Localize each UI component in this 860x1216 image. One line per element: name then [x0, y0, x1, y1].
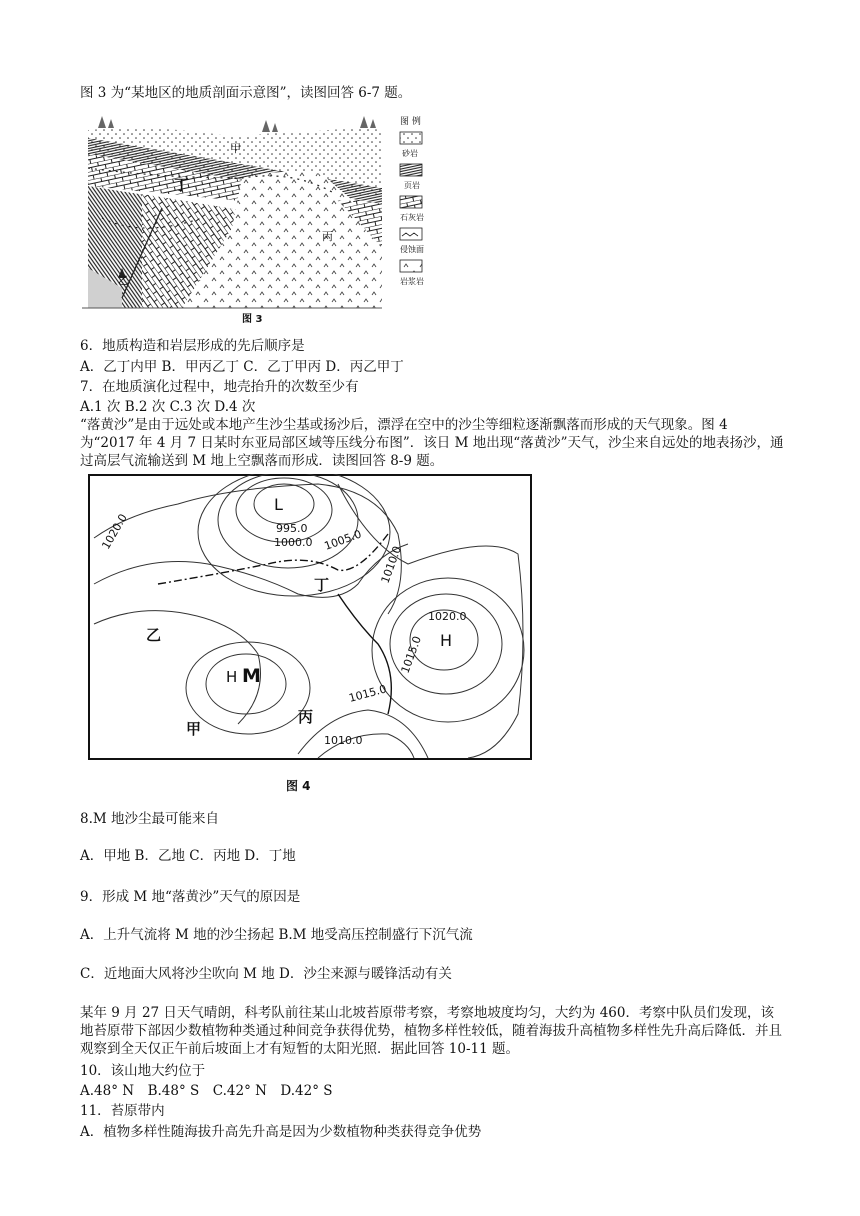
q8-stem: 8.M 地沙尘最可能来自 [80, 811, 219, 827]
q8-options: A．甲地 B．乙地 C．丙地 D．丁地 [80, 848, 296, 864]
isobar-1020-east: 1020.0 [428, 610, 467, 623]
isobar-1015-south: 1015.0 [347, 682, 388, 705]
q6-stem: 6．地质构造和岩层形成的先后顺序是 [80, 338, 305, 354]
label-ding: 丁 [174, 176, 190, 194]
q9-options-ab: A．上升气流将 M 地的沙尘扬起 B.M 地受高压控制盛行下沉气流 [80, 927, 473, 943]
isobar-1010-north: 1010.0 [378, 544, 404, 586]
isobar-995: 995.0 [276, 522, 308, 535]
legend-sandstone: 砂岩 [402, 149, 418, 158]
isobar-1000: 1000.0 [274, 536, 313, 549]
legend-title: 图 例 [400, 117, 421, 127]
high-center-east-label: H [440, 631, 453, 650]
high-center-m-label: H [226, 668, 238, 686]
q9-options-cd: C．近地面大风将沙尘吹向 M 地 D．沙尘来源与暖锋活动有关 [80, 966, 452, 982]
figure-3-caption: 图 3 [242, 314, 263, 325]
legend-magma: 岩浆岩 [400, 277, 424, 286]
q7-stem: 7．在地质演化过程中，地壳抬升的次数至少有 [80, 379, 359, 395]
place-jia: 甲 [186, 720, 202, 738]
legend-shale: 页岩 [404, 181, 420, 190]
place-ding: 丁 [314, 576, 330, 594]
figure-4-caption: 图 4 [286, 779, 311, 792]
m-location-label: M [242, 665, 261, 687]
q7-options: A.1 次 B.2 次 C.3 次 D.4 次 [80, 399, 256, 415]
q6-options: A．乙丁内甲 B．甲丙乙丁 C．乙丁甲丙 D．丙乙甲丁 [80, 359, 404, 375]
label-jia: 甲 [230, 142, 241, 155]
isobar-1005: 1005.0 [322, 527, 364, 553]
q11-stem: 11．苔原带内 [80, 1103, 165, 1119]
label-yi: 乙 [118, 274, 129, 287]
legend-limestone: 石灰岩 [400, 213, 424, 222]
passage-moss: 某年 9 月 27 日天气晴朗，科考队前往某山北坡苔原带考察，考察地坡度均匀，大约为 460．考察中队员们发现，该地苔原带下部因少数植物种类通过种间竞争获得优势，植物多样性较低，随着海拔升高植物多样性先升高后降低．并且观察到全天仅正午前后坡面上才有短暂的太阳光照．据此回答 10-11 题。 [80, 1005, 782, 1057]
q11-option-a: A．植物多样性随海拔升高先升高是因为少数植物种类获得竞争优势 [80, 1124, 482, 1140]
q9-stem: 9．形成 M 地“落黄沙”天气的原因是 [80, 889, 301, 905]
figure-3-geologic-section [82, 108, 437, 328]
label-bing: 丙 [322, 230, 333, 243]
isobar-1015-east: 1015.0 [398, 634, 424, 676]
low-center-label: L [274, 495, 283, 514]
place-bing: 丙 [298, 708, 314, 726]
q10-stem: 10．该山地大约位于 [80, 1063, 206, 1079]
intro-fig3: 图 3 为“某地区的地质剖面示意图”，读图回答 6-7 题。 [80, 85, 412, 101]
q10-options: A.48° N B.48° S C.42° N D.42° S [80, 1083, 333, 1099]
legend-erosion: 侵蚀面 [400, 245, 424, 254]
place-yi: 乙 [146, 626, 162, 644]
passage-dust: “落黄沙”是由于远处或本地产生沙尘基或扬沙后，漂浮在空中的沙尘等细粒逐渐飘落而形成的天气现象。图 4 为“2017 年 4 月 7 日某时东亚局部区域等压线分布图”．该日 M 地出现“落黄沙”天气，沙尘来自远处的地表扬沙，通过高层气流输送到 M 地上空飘落而形成．读图回答 8-9 题。 [80, 417, 784, 469]
isobar-1010-south: 1010.0 [324, 734, 363, 747]
isobar-1020-west: 1020.0 [99, 511, 130, 552]
figure-4-isobar-map [88, 474, 532, 792]
